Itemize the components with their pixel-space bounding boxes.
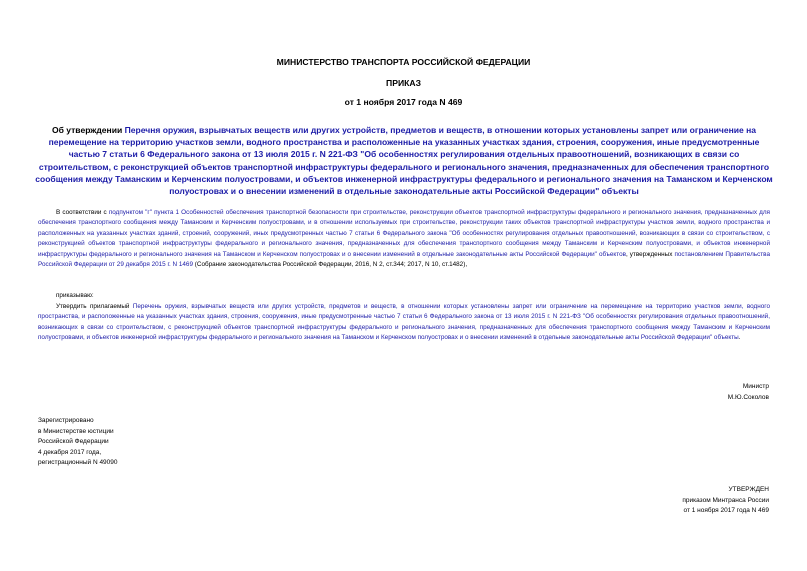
approved-block — [682, 485, 769, 517]
order-word: приказываю: — [56, 292, 94, 299]
registration-date: 4 декабря 2017 года, — [38, 448, 102, 456]
registration-line: Зарегистрировано — [38, 417, 94, 424]
preamble-paragraph — [38, 208, 770, 270]
title-prefix: Об утверждении — [51, 125, 125, 135]
registration-line: Российской Федерации — [38, 438, 109, 446]
preamble-link-subparagraph[interactable]: подпунктом "г" пункта 1 Особенностей обеспечения транспортной безопасности при строительстве, реконструкции объектов транспортной инфраструктуры федерального и регионального значения, предназначенных для обеспечения транспортного сообщения между Таманским и Керченским полуостровами, и в отношении используемых при строительстве, реконструкции таких объектов транспортной инфраструктуры участков земли, водного пространства и расположенных на указанных участках зданий, строений, сооружений, иных предусмотренных частью 7 статьи 6 Федерального закона "Об особенностях регулирования отдельных правоотношений, возникающих в связи со строительством, с реконструкцией объектов транспортной инфраструктуры федерального и регионального значения, предназначенных для обеспечения транспортного сообщения между Таманским и Керченским полуостровами, и объектов инженерной инфраструктуры федерального и регионального значения на Таманском и Керченском полуостровах и о внесении изменений в отдельные законодательные акты Российской Федерации" объектов — [38, 209, 770, 258]
signature-block — [728, 382, 769, 403]
approved-line: приказом Минтранса России — [682, 496, 769, 504]
preamble-text-2: , утвержденных — [625, 250, 675, 258]
order-date: от 1 ноября 2017 года N 469 — [344, 97, 463, 107]
document-title — [34, 124, 774, 197]
ministry-heading: МИНИСТЕРСТВО ТРАНСПОРТА РОССИЙСКОЙ ФЕДЕРАЦИИ — [276, 57, 531, 67]
signature-position: Министр — [742, 383, 769, 390]
preamble-text-1: В соответствии с — [56, 209, 109, 216]
preamble-text-3: (Собрание законодательства Российской Федерации, 2016, N 2, ст.344; 2017, N 10, ст.1482), — [192, 261, 468, 269]
preamble-link-resolution[interactable]: постановлением Правительства Российской Федерации от 29 декабря 2015 г. N 1469 — [38, 250, 770, 269]
approval-text-2: . — [738, 334, 741, 342]
approved-heading: УТВЕРЖДЕН — [728, 486, 769, 493]
approved-line: от 1 ноября 2017 года N 469 — [683, 507, 769, 514]
title-link[interactable]: Перечня оружия, взрывчатых веществ или других устройств, предметов и веществ, в отношении которых установлены запрет или ограничение на перемещение на территорию участков земли, водного пространства и расположенные на указанных участках здания, строения, сооружения, иные предусмотренные частью 7 статьи 6 Федерального закона от 13 июля 2015 г. N 221-ФЗ "Об особенностях регулирования отдельных правоотношений, возникающих в связи со строительством, с реконструкцией объектов транспортной инфраструктуры федерального и регионального значения, предназначенных для обеспечения транспортного сообщения между Таманским и Керченским полуостровами, и объектов инженерной инфраструктуры федерального и регионального значения на Таманском и Керченском полуостровах и о внесении изменений в отдельные законодательные акты Российской Федерации" объекты — [35, 125, 773, 197]
registration-block — [38, 416, 118, 469]
approval-text-1: Утвердить прилагаемый — [56, 303, 133, 310]
order-heading: ПРИКАЗ — [386, 78, 421, 88]
registration-number: регистрационный N 49090 — [38, 459, 118, 467]
approval-link-list[interactable]: Перечень оружия, взрывчатых веществ или других устройств, предметов и веществ, в отношении которых установлены запрет или ограничение на перемещение на территорию участков земли, водного пространства, и расположенные на указанных участках здания, строения, сооружения, иные предусмотренные частью 7 статьи 6 Федерального закона от 13 июля 2015 г. N 221-ФЗ "Об особенностях регулирования отдельных правоотношений, возникающих в связи со строительством, с реконструкцией объектов транспортной инфраструктуры федерального и регионального значения, предназначенных для обеспечения транспортного сообщения между Таманским и Керченским полуостровами, и объектов инженерной инфраструктуры федерального и регионального значения на Таманском и Керченском полуостровах и о внесении изменений в отдельные законодательные акты Российской Федерации" объекты — [38, 303, 770, 342]
approval-paragraph — [38, 302, 770, 344]
signature-name: М.Ю.Соколов — [727, 393, 769, 401]
registration-line: в Министерстве юстиции — [38, 427, 114, 435]
